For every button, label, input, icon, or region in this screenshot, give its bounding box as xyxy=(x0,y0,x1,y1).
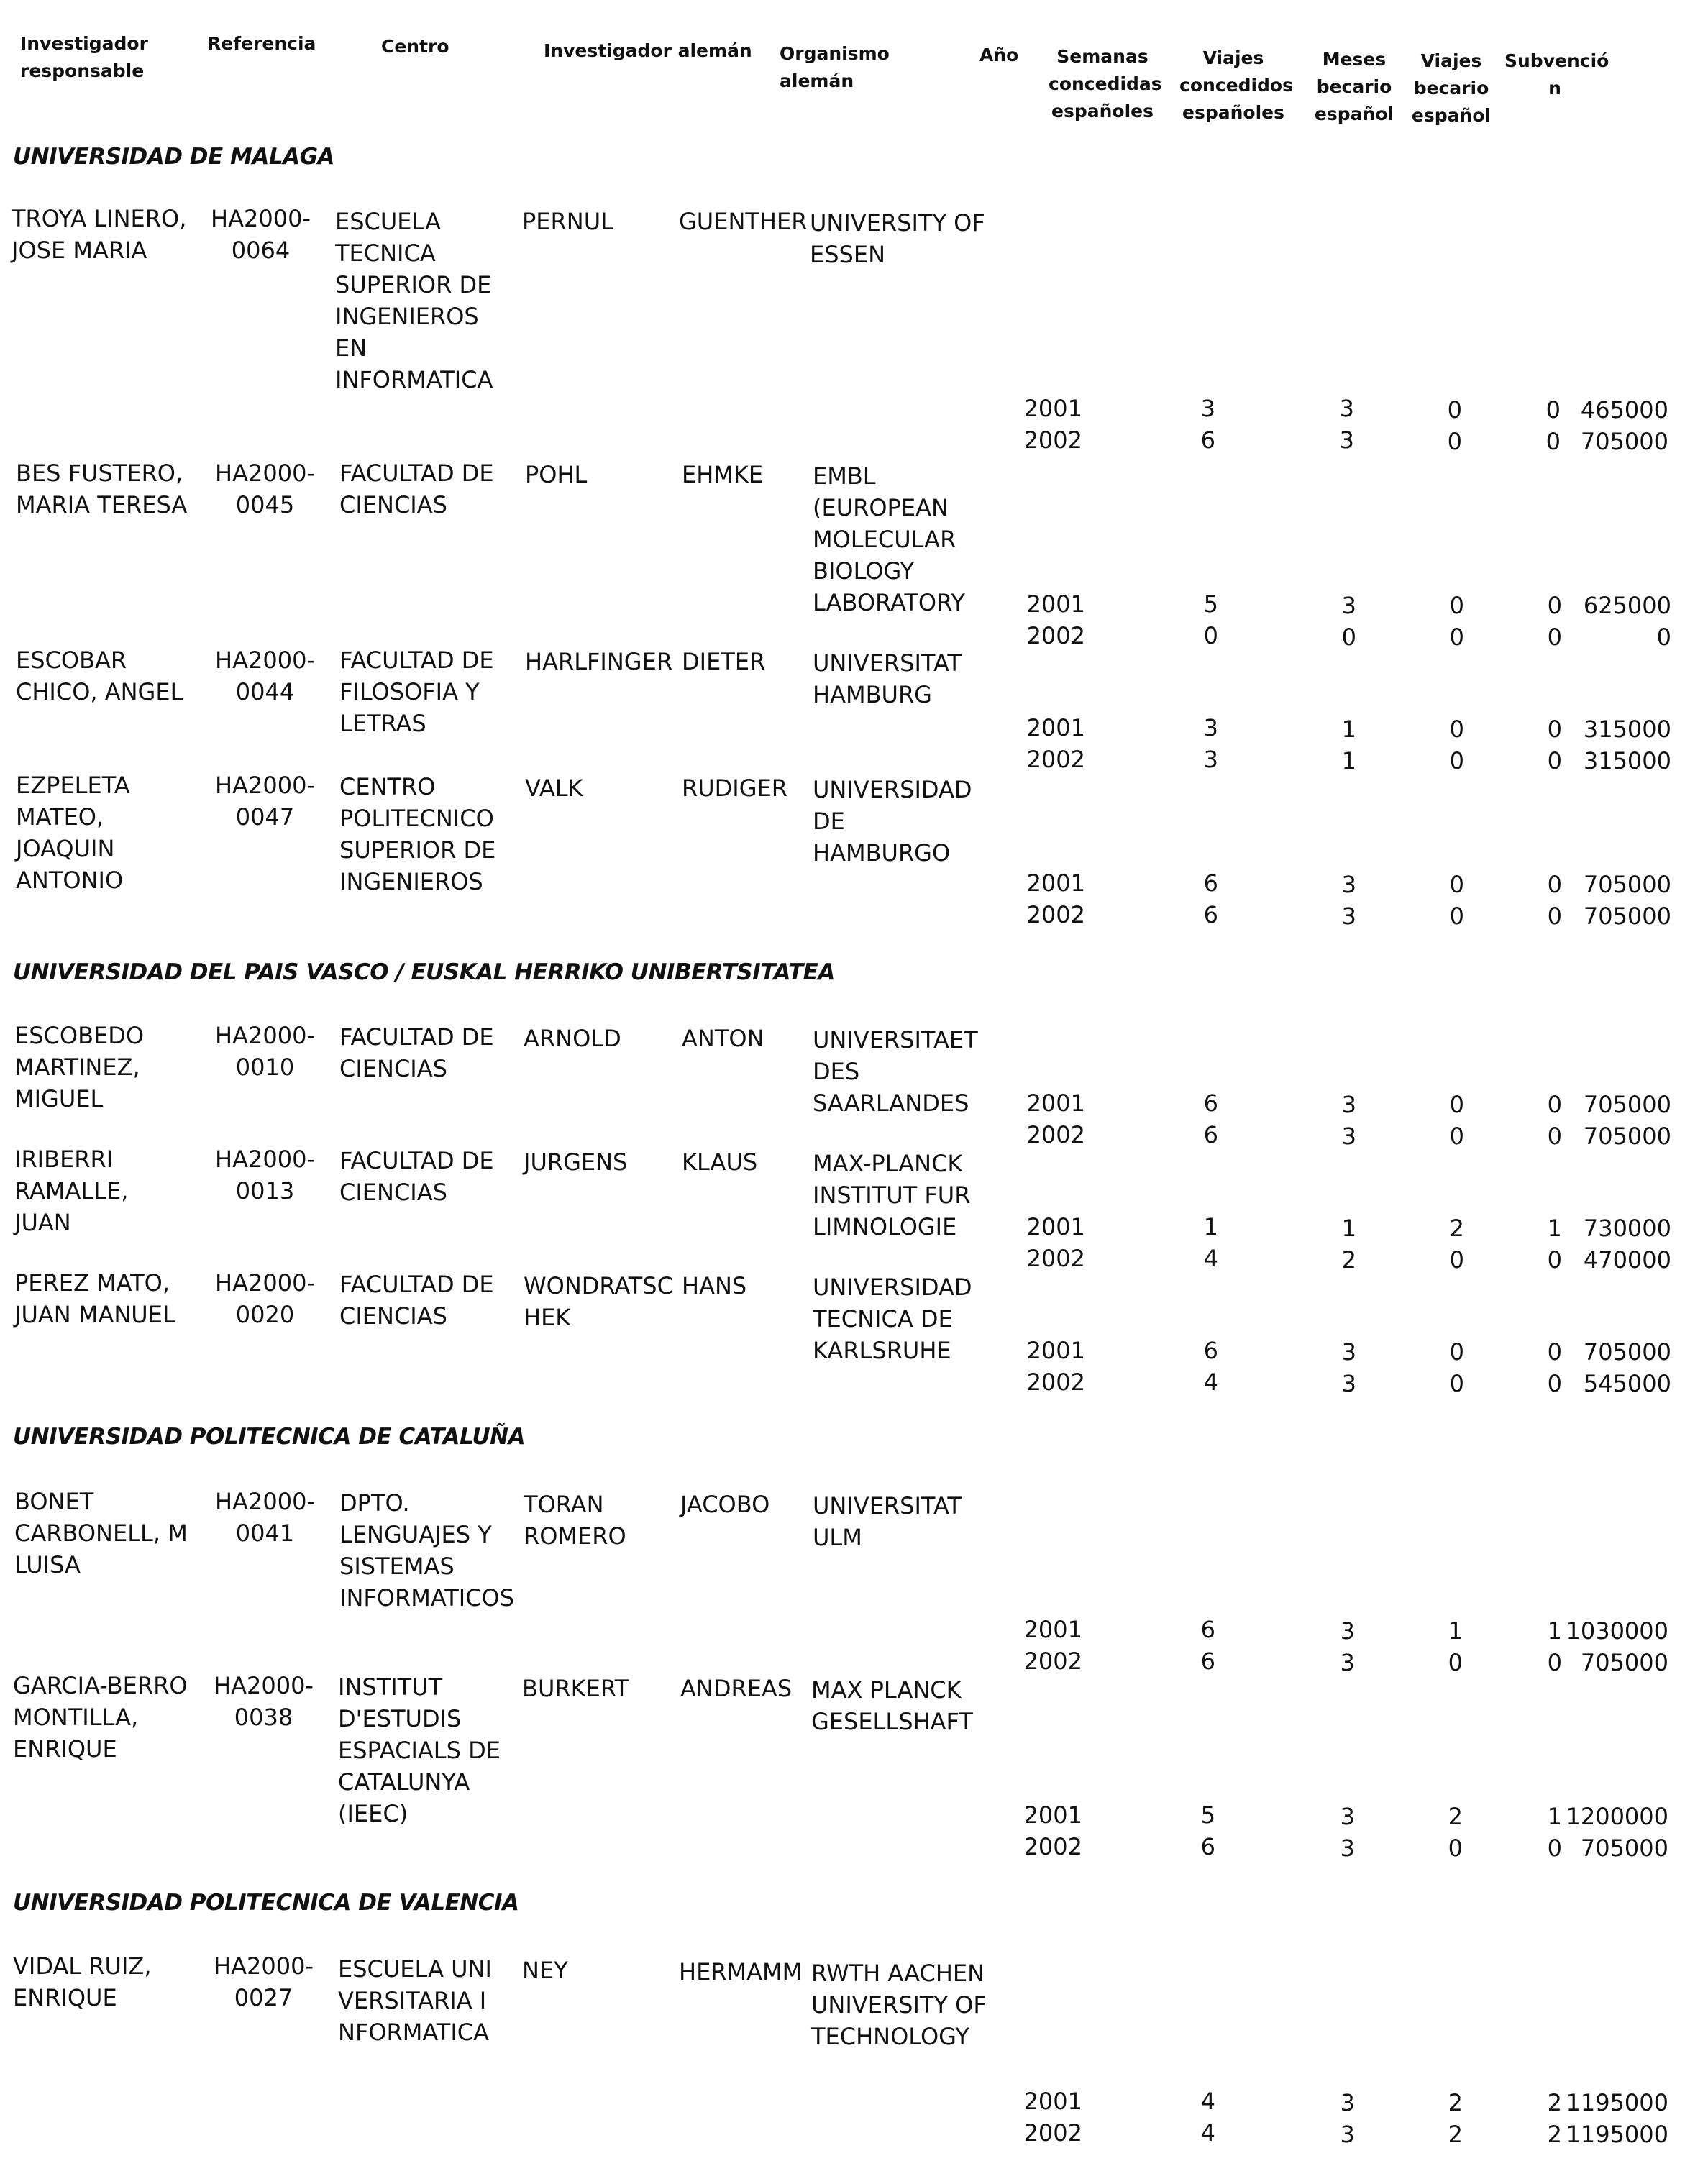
subvencion: 470000 xyxy=(1583,1246,1671,1274)
meses-becario: 0 xyxy=(1449,716,1464,743)
viajes-becario: 0 xyxy=(1545,396,1561,424)
investigador-aleman-nombre: ANDREAS xyxy=(680,1675,793,1702)
meses-becario: 0 xyxy=(1449,1338,1464,1366)
semanas-concedidas: 6 xyxy=(1203,1337,1218,1364)
investigador-aleman-nombre: DIETER xyxy=(682,648,766,675)
referencia: HA2000-0047 xyxy=(215,772,315,831)
organismo-aleman: UNIVERSIDAD TECNICA DE KARLSRUHE xyxy=(813,1274,972,1364)
investigador-responsable: EZPELETA MATEO, JOAQUIN ANTONIO xyxy=(16,772,130,894)
anio: 2001 xyxy=(1026,590,1085,618)
subvencion: 705000 xyxy=(1583,1091,1671,1118)
viajes-becario: 0 xyxy=(1547,592,1562,619)
semanas-concedidas: 6 xyxy=(1203,1089,1218,1117)
section-title: UNIVERSIDAD DE MALAGA xyxy=(13,144,335,170)
investigador-responsable: TROYA LINERO, JOSE MARIA xyxy=(12,205,187,264)
referencia: HA2000-0038 xyxy=(214,1672,314,1731)
investigador-aleman-nombre: KLAUS xyxy=(682,1148,758,1176)
organismo-aleman: MAX PLANCK GESELLSHAFT xyxy=(811,1676,973,1735)
organismo-aleman: UNIVERSITAT ULM xyxy=(813,1492,962,1551)
anio: 2001 xyxy=(1023,395,1082,422)
subvencion: 1195000 xyxy=(1566,2121,1668,2148)
section-title: UNIVERSIDAD POLITECNICA DE CATALUÑA xyxy=(13,1424,526,1450)
semanas-concedidas: 4 xyxy=(1200,2088,1215,2115)
semanas-concedidas: 6 xyxy=(1203,869,1218,897)
header-anio: Año xyxy=(979,45,1019,65)
viajes-concedidos: 3 xyxy=(1340,1649,1355,1676)
section-title: UNIVERSIDAD DEL PAIS VASCO / EUSKAL HERRIKO UNIBERTSITATEA xyxy=(13,959,835,985)
organismo-aleman: RWTH AACHEN UNIVERSITY OF TECHNOLOGY xyxy=(811,1960,987,2050)
header-organismo-aleman: Organismo alemán xyxy=(780,43,890,91)
organismo-aleman: EMBL (EUROPEAN MOLECULAR BIOLOGY LABORATORY xyxy=(813,462,965,616)
section-title: UNIVERSIDAD POLITECNICA DE VALENCIA xyxy=(13,1890,519,1916)
header-investigador-aleman: Investigador alemán xyxy=(544,40,752,61)
header-semanas: Semanas concedidas españoles xyxy=(1049,46,1162,122)
viajes-becario: 0 xyxy=(1547,1370,1562,1397)
investigador-aleman-nombre: EHMKE xyxy=(682,461,764,488)
subvencion: 1195000 xyxy=(1566,2089,1668,2116)
referencia: HA2000-0020 xyxy=(215,1269,315,1328)
viajes-concedidos: 2 xyxy=(1341,1246,1356,1274)
meses-becario: 0 xyxy=(1449,902,1464,930)
investigador-responsable: VIDAL RUIZ, ENRIQUE xyxy=(13,1952,152,2011)
viajes-becario: 0 xyxy=(1547,871,1562,898)
investigador-aleman-apellido: VALK xyxy=(525,774,583,802)
referencia: HA2000-0045 xyxy=(215,460,315,518)
viajes-concedidos: 3 xyxy=(1339,395,1354,422)
meses-becario: 0 xyxy=(1448,1649,1463,1676)
investigador-aleman-apellido: POHL xyxy=(525,461,588,488)
subvencion: 625000 xyxy=(1583,592,1671,619)
meses-becario: 2 xyxy=(1448,1803,1463,1830)
semanas-concedidas: 6 xyxy=(1200,1616,1215,1643)
semanas-concedidas: 3 xyxy=(1200,395,1215,422)
meses-becario: 0 xyxy=(1449,1123,1464,1150)
meses-becario: 2 xyxy=(1448,2121,1463,2148)
viajes-concedidos: 1 xyxy=(1341,1215,1356,1242)
anio: 2001 xyxy=(1026,1089,1085,1117)
viajes-concedidos: 3 xyxy=(1341,1370,1356,1397)
semanas-concedidas: 6 xyxy=(1203,901,1218,928)
viajes-becario: 0 xyxy=(1545,428,1561,455)
header-meses-becario: Meses becario español xyxy=(1314,49,1394,124)
referencia: HA2000-0041 xyxy=(215,1488,315,1547)
viajes-becario: 0 xyxy=(1547,1649,1562,1676)
viajes-becario: 0 xyxy=(1547,716,1562,743)
meses-becario: 0 xyxy=(1449,623,1464,651)
semanas-concedidas: 4 xyxy=(1203,1245,1218,1272)
meses-becario: 0 xyxy=(1449,1091,1464,1118)
semanas-concedidas: 6 xyxy=(1200,426,1215,454)
subvencion: 1030000 xyxy=(1566,1617,1668,1645)
investigador-aleman-apellido: JURGENS xyxy=(524,1148,628,1176)
referencia: HA2000-0013 xyxy=(215,1146,315,1205)
viajes-becario: 0 xyxy=(1547,1123,1562,1150)
viajes-concedidos: 3 xyxy=(1340,1834,1355,1862)
investigador-aleman-nombre: HANS xyxy=(682,1272,747,1299)
viajes-becario: 1 xyxy=(1547,1803,1562,1830)
viajes-becario: 0 xyxy=(1547,1834,1562,1862)
investigador-aleman-apellido: TORAN ROMERO xyxy=(524,1491,626,1550)
subvencion: 705000 xyxy=(1580,428,1668,455)
organismo-aleman: MAX-PLANCK INSTITUT FUR LIMNOLOGIE xyxy=(813,1150,971,1240)
meses-becario: 0 xyxy=(1447,428,1462,455)
subvencion: 315000 xyxy=(1583,716,1671,743)
viajes-becario: 0 xyxy=(1547,747,1562,774)
viajes-becario: 2 xyxy=(1547,2121,1562,2148)
header-investigador: Investigador responsable xyxy=(20,33,148,81)
semanas-concedidas: 3 xyxy=(1203,746,1218,773)
referencia: HA2000-0064 xyxy=(211,205,311,264)
investigador-responsable: ESCOBAR CHICO, ANGEL xyxy=(16,646,183,705)
subvencion: 1200000 xyxy=(1566,1803,1668,1830)
anio: 2001 xyxy=(1023,1801,1082,1829)
meses-becario: 2 xyxy=(1448,2089,1463,2116)
viajes-concedidos: 1 xyxy=(1341,716,1356,743)
viajes-concedidos: 3 xyxy=(1341,1338,1356,1366)
subvencion: 545000 xyxy=(1583,1370,1671,1397)
viajes-concedidos: 3 xyxy=(1341,871,1356,898)
anio: 2001 xyxy=(1026,714,1085,741)
investigador-responsable: BONET CARBONELL, M LUISA xyxy=(14,1488,188,1578)
investigador-aleman-apellido: ARNOLD xyxy=(524,1025,621,1052)
organismo-aleman: UNIVERSIDAD DE HAMBURGO xyxy=(813,776,972,867)
viajes-becario: 0 xyxy=(1547,1246,1562,1274)
investigador-aleman-apellido: BURKERT xyxy=(522,1675,629,1702)
centro: FACULTAD DE CIENCIAS xyxy=(339,460,494,518)
anio: 2001 xyxy=(1023,2088,1082,2115)
viajes-concedidos: 3 xyxy=(1341,1091,1356,1118)
viajes-becario: 0 xyxy=(1547,623,1562,651)
centro: INSTITUT D'ESTUDIS ESPACIALS DE CATALUNYA (IEEC) xyxy=(338,1673,501,1827)
semanas-concedidas: 4 xyxy=(1203,1368,1218,1396)
viajes-concedidos: 3 xyxy=(1340,1803,1355,1830)
investigador-responsable: ESCOBEDO MARTINEZ, MIGUEL xyxy=(14,1022,145,1112)
referencia: HA2000-0044 xyxy=(215,646,315,705)
investigador-responsable: GARCIA-BERRO MONTILLA, ENRIQUE xyxy=(13,1672,188,1763)
semanas-concedidas: 6 xyxy=(1200,1833,1215,1860)
viajes-concedidos: 0 xyxy=(1341,623,1356,651)
anio: 2002 xyxy=(1026,622,1085,649)
viajes-concedidos: 3 xyxy=(1341,1123,1356,1150)
anio: 2001 xyxy=(1026,1213,1085,1240)
viajes-becario: 0 xyxy=(1547,1338,1562,1366)
investigador-aleman-apellido: NEY xyxy=(522,1957,568,1984)
viajes-concedidos: 3 xyxy=(1340,2121,1355,2148)
header-viajes: Viajes concedidos españoles xyxy=(1179,47,1293,123)
viajes-concedidos: 3 xyxy=(1339,426,1354,454)
centro: FACULTAD DE FILOSOFIA Y LETRAS xyxy=(339,646,494,737)
subvencion: 705000 xyxy=(1580,1649,1668,1676)
investigador-responsable: PEREZ MATO, JUAN MANUEL xyxy=(14,1269,175,1328)
subvencion: 705000 xyxy=(1583,871,1671,898)
semanas-concedidas: 6 xyxy=(1203,1121,1218,1148)
viajes-concedidos: 3 xyxy=(1341,902,1356,930)
subvencion: 465000 xyxy=(1580,396,1668,424)
meses-becario: 2 xyxy=(1449,1215,1464,1242)
investigador-aleman-apellido: PERNUL xyxy=(522,208,613,235)
anio: 2002 xyxy=(1026,1121,1085,1148)
semanas-concedidas: 4 xyxy=(1200,2119,1215,2147)
investigador-responsable: BES FUSTERO, MARIA TERESA xyxy=(16,460,188,518)
meses-becario: 0 xyxy=(1449,592,1464,619)
anio: 2002 xyxy=(1023,2119,1082,2147)
viajes-concedidos: 1 xyxy=(1341,747,1356,774)
referencia: HA2000-0010 xyxy=(215,1022,315,1081)
viajes-concedidos: 3 xyxy=(1341,592,1356,619)
anio: 2002 xyxy=(1023,426,1082,454)
subvencion: 705000 xyxy=(1580,1834,1668,1862)
viajes-becario: 2 xyxy=(1547,2089,1562,2116)
investigador-aleman-nombre: HERMAMM xyxy=(679,1958,803,1986)
investigador-aleman-nombre: JACOBO xyxy=(680,1491,770,1518)
subvencion: 315000 xyxy=(1583,747,1671,774)
anio: 2001 xyxy=(1023,1616,1082,1643)
organismo-aleman: UNIVERSITAET DES SAARLANDES xyxy=(813,1026,978,1117)
viajes-becario: 0 xyxy=(1547,1091,1562,1118)
semanas-concedidas: 1 xyxy=(1203,1213,1218,1240)
anio: 2002 xyxy=(1026,1245,1085,1272)
anio: 2002 xyxy=(1026,1368,1085,1396)
subvencion: 705000 xyxy=(1583,1338,1671,1366)
centro: DPTO. LENGUAJES Y SISTEMAS INFORMATICOS xyxy=(339,1489,515,1612)
meses-becario: 0 xyxy=(1449,747,1464,774)
centro: FACULTAD DE CIENCIAS xyxy=(339,1271,494,1330)
anio: 2002 xyxy=(1023,1833,1082,1860)
semanas-concedidas: 3 xyxy=(1203,714,1218,741)
centro: FACULTAD DE CIENCIAS xyxy=(339,1023,494,1082)
semanas-concedidas: 6 xyxy=(1200,1648,1215,1675)
investigador-responsable: IRIBERRI RAMALLE, JUAN xyxy=(14,1146,129,1236)
anio: 2001 xyxy=(1026,869,1085,897)
meses-becario: 0 xyxy=(1449,871,1464,898)
header-referencia: Referencia xyxy=(207,33,316,54)
viajes-becario: 1 xyxy=(1547,1215,1562,1242)
centro: FACULTAD DE CIENCIAS xyxy=(339,1147,494,1206)
organismo-aleman: UNIVERSITAT HAMBURG xyxy=(813,649,962,708)
viajes-becario: 1 xyxy=(1547,1617,1562,1645)
meses-becario: 0 xyxy=(1447,396,1462,424)
anio: 2002 xyxy=(1023,1648,1082,1675)
anio: 2001 xyxy=(1026,1337,1085,1364)
viajes-concedidos: 3 xyxy=(1340,1617,1355,1645)
centro: CENTRO POLITECNICO SUPERIOR DE INGENIEROS xyxy=(339,773,496,895)
header-subvencion: Subvenció n xyxy=(1504,50,1609,99)
anio: 2002 xyxy=(1026,746,1085,773)
viajes-becario: 0 xyxy=(1547,902,1562,930)
anio: 2002 xyxy=(1026,901,1085,928)
organismo-aleman: UNIVERSITY OF ESSEN xyxy=(810,209,985,268)
viajes-concedidos: 3 xyxy=(1340,2089,1355,2116)
investigador-aleman-apellido: WONDRATSCHEK xyxy=(524,1272,673,1331)
subvencion: 705000 xyxy=(1583,1123,1671,1150)
meses-becario: 0 xyxy=(1448,1834,1463,1862)
header-centro: Centro xyxy=(381,36,449,57)
investigador-aleman-nombre: RUDIGER xyxy=(682,774,787,802)
semanas-concedidas: 0 xyxy=(1203,622,1218,649)
investigador-aleman-apellido: HARLFINGER xyxy=(525,648,673,675)
referencia: HA2000-0027 xyxy=(214,1952,314,2011)
investigador-aleman-nombre: ANTON xyxy=(682,1025,764,1052)
meses-becario: 0 xyxy=(1449,1246,1464,1274)
header-viajes-becario: Viajes becario español xyxy=(1411,50,1492,126)
subvencion: 705000 xyxy=(1583,902,1671,930)
centro: ESCUELA TECNICA SUPERIOR DE INGENIEROS EN INFORMATICA xyxy=(335,208,493,393)
centro: ESCUELA UNIVERSITARIA INFORMATICA xyxy=(338,1955,492,2046)
meses-becario: 0 xyxy=(1449,1370,1464,1397)
subvencion: 730000 xyxy=(1583,1215,1671,1242)
semanas-concedidas: 5 xyxy=(1203,590,1218,618)
semanas-concedidas: 5 xyxy=(1200,1801,1215,1829)
investigador-aleman-nombre: GUENTHER xyxy=(679,208,808,235)
meses-becario: 1 xyxy=(1448,1617,1463,1645)
subvencion: 0 xyxy=(1656,623,1671,651)
